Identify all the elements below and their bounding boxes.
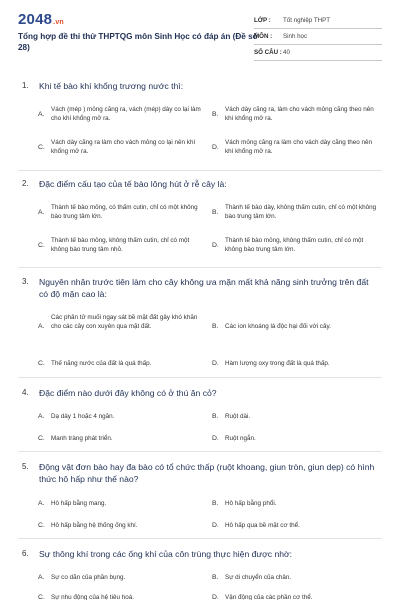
option-letter: A. bbox=[38, 500, 45, 507]
option-text: Hô hấp bằng hệ thống ống khí. bbox=[51, 522, 138, 529]
option-letter: D. bbox=[212, 242, 219, 249]
option-text: Hô hấp bằng phổi. bbox=[225, 500, 277, 507]
info-key: SỐ CÂU : bbox=[254, 49, 282, 56]
option-text: Thế năng nước của đất là quá thấp. bbox=[51, 360, 152, 367]
info-row-subject bbox=[254, 29, 382, 45]
question-number: 5. bbox=[22, 462, 29, 471]
option-text: Vách dày căng ra, làm cho vách mỏng căng theo nên khí khổng mở ra. bbox=[225, 106, 374, 122]
option-text: Ruột ngắn. bbox=[225, 435, 256, 442]
divider bbox=[18, 538, 382, 539]
option-letter: C. bbox=[38, 360, 45, 367]
option-letter: A. bbox=[38, 574, 45, 581]
option-letter: C. bbox=[38, 435, 45, 442]
question-number: 6. bbox=[22, 549, 29, 558]
option-text: Sự nhu động của hệ tiêu hoá. bbox=[51, 594, 134, 600]
question-number: 3. bbox=[22, 277, 29, 286]
divider bbox=[18, 377, 382, 378]
option-text: Thành tế bào mỏng, có thấm cutin, chỉ có một không bào trung tâm lớn. bbox=[51, 204, 198, 220]
option-text: Sự co dãn của phần bụng. bbox=[51, 574, 126, 581]
option-text: Các ion khoáng là độc hại đối với cây. bbox=[225, 323, 331, 330]
question-text: Đặc điểm cấu tạo của tế bào lông hút ở rễ cây là: bbox=[39, 179, 227, 189]
option-letter: A. bbox=[38, 323, 45, 330]
option-letter: B. bbox=[212, 500, 219, 507]
option-text: Thành tế bào mỏng, không thấm cutin, chỉ có một không bào trung tâm lớn. bbox=[225, 237, 364, 253]
option-text: Vách dày căng ra làm cho vách mỏng co lại nên khí khổng mở ra. bbox=[51, 139, 196, 155]
question-text: Đặc điểm nào dưới đây không có ở thú ăn cỏ? bbox=[39, 388, 217, 398]
option-letter: D. bbox=[212, 594, 219, 600]
option-letter: B. bbox=[212, 574, 219, 581]
site-logo[interactable]: 2048.vn bbox=[18, 11, 64, 28]
option-letter: B. bbox=[212, 111, 219, 118]
option-text: Sự di chuyển của chân. bbox=[225, 574, 292, 581]
info-row-count bbox=[254, 45, 382, 61]
option-letter: B. bbox=[212, 209, 219, 216]
question-number: 4. bbox=[22, 388, 29, 397]
info-key: MÔN : bbox=[254, 33, 273, 40]
option-text: Manh tràng phát triển. bbox=[51, 435, 113, 442]
option-letter: C. bbox=[38, 242, 45, 249]
option-letter: B. bbox=[212, 323, 219, 330]
question-text: Nguyên nhân trước tiên làm cho cây không ưa mặn mất khả năng sinh trưởng trên đất có độ mặn cao là: bbox=[39, 277, 369, 299]
option-letter: A. bbox=[38, 111, 45, 118]
option-text: Thành tế bào mỏng, không thấm cutin, chỉ có một không bào trung tâm nhỏ. bbox=[51, 237, 190, 253]
info-row-grade bbox=[254, 13, 382, 29]
option-letter: A. bbox=[38, 413, 45, 420]
question-number: 1. bbox=[22, 81, 29, 90]
question-number: 2. bbox=[22, 179, 29, 188]
option-letter: B. bbox=[212, 413, 219, 420]
option-letter: D. bbox=[212, 360, 219, 367]
option-text: Các phân tử muối ngay sát bề mặt đất gây khó khăn cho các cây con xuyên qua mặt đất. bbox=[51, 314, 198, 330]
option-letter: D. bbox=[212, 435, 219, 442]
option-text: Vách mỏng căng ra làm cho vách dày căng theo nên khí khổng mở ra. bbox=[225, 139, 373, 155]
option-text: Ruột dài. bbox=[225, 413, 251, 420]
option-letter: A. bbox=[38, 209, 45, 216]
document-title: Tổng hợp đề thi thử THPTQG môn Sinh Học có đáp án (Đề số 28) bbox=[18, 32, 258, 52]
info-value: 40 bbox=[283, 49, 290, 56]
option-letter: C. bbox=[38, 522, 45, 529]
option-letter: D. bbox=[212, 522, 219, 529]
info-value: Tốt nghiệp THPT bbox=[283, 17, 331, 24]
question-text: Khi tế bào khí khổng trương nước thì: bbox=[39, 81, 184, 91]
option-letter: C. bbox=[38, 594, 45, 600]
divider bbox=[18, 451, 382, 452]
info-value: Sinh học bbox=[283, 33, 308, 40]
divider bbox=[18, 170, 382, 171]
option-text: Hô hấp qua bề mặt cơ thể. bbox=[225, 522, 300, 529]
divider bbox=[18, 267, 382, 268]
option-text: Hô hấp bằng mang. bbox=[51, 500, 107, 507]
question-text: Sự thông khí trong các ống khí của côn trùng thực hiện được nhờ: bbox=[39, 549, 293, 559]
question-text: Động vật đơn bào hay đa bào có tổ chức thấp (ruột khoang, giun tròn, giun dẹp) có hình thức hô hấp như thế nào? bbox=[39, 462, 375, 484]
option-text: Dạ dày 1 hoặc 4 ngăn. bbox=[51, 413, 115, 420]
info-key: LỚP : bbox=[254, 17, 271, 24]
option-text: Vách (mép ) mỏng căng ra, vách (mép) dày co lại làm cho khí khổng mở ra. bbox=[51, 106, 201, 122]
option-text: Vận động của các phần cơ thể. bbox=[225, 594, 313, 600]
document-info bbox=[254, 13, 382, 61]
document-header bbox=[0, 0, 400, 68]
option-text: Hàm lượng oxy trong đất là quá thấp. bbox=[225, 360, 330, 367]
option-letter: C. bbox=[38, 144, 45, 151]
option-text: Thành tế bào dày, không thấm cutin, chỉ có một không bào trung tâm lớn. bbox=[225, 204, 377, 220]
option-letter: D. bbox=[212, 144, 219, 151]
